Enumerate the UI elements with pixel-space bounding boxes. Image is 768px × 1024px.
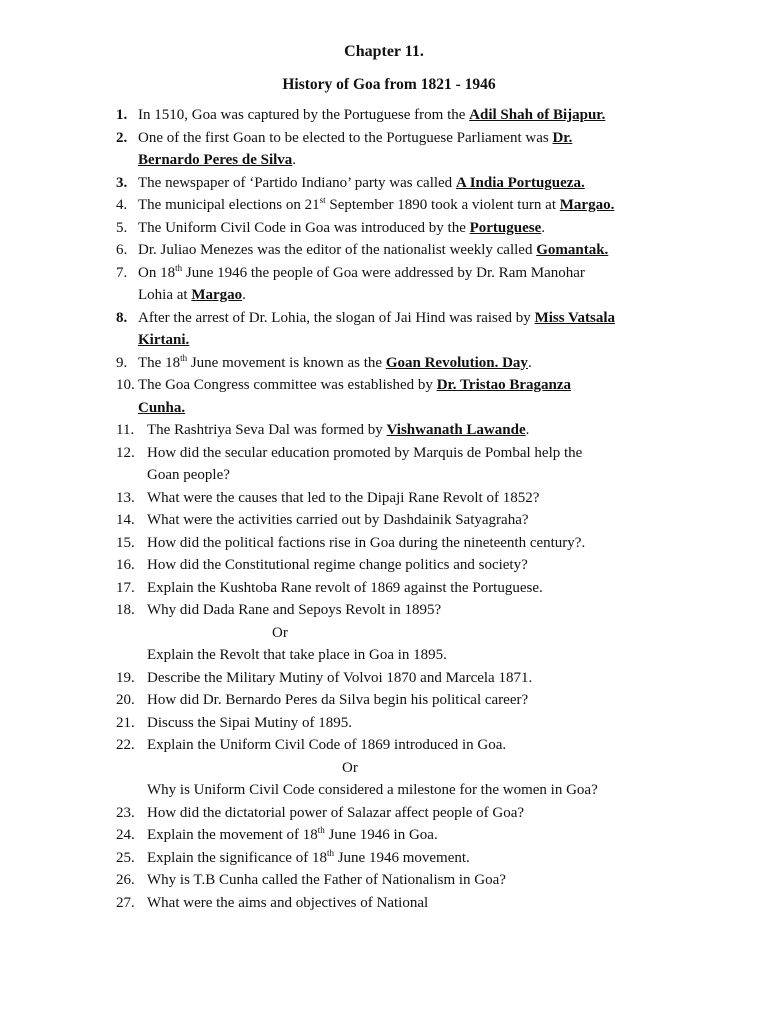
item-text: June 1946 the people of Goa were addressed by Dr. Ram Manohar [182,264,585,281]
item-text: The 18 [138,354,181,371]
superscript: th [180,352,188,363]
item-number: 27. [116,894,135,911]
item-number: 10. [116,377,135,393]
item-text: How did Dr. Bernardo Peres da Silva begin his political career? [147,692,529,708]
item-text: In 1510, Goa was captured by the Portuguese from the [138,107,470,123]
superscript: th [175,262,183,273]
list-item [116,847,686,870]
item-number: 8. [116,309,128,326]
item-number: 5. [116,219,128,236]
list-item [116,262,686,307]
item-text: Dr. Juliao Menezes was the editor of the nationalist weekly called [138,242,537,258]
answer-text: Dr. Tristao Braganza [436,377,571,393]
list-item [116,824,686,847]
superscript: th [317,825,325,835]
answer-text: Margao. [559,197,615,213]
list-item [116,419,686,442]
question-list [116,104,686,914]
item-number: 4. [116,197,128,213]
answer-text: Goan Revolution. Day [385,354,528,371]
item-number: 19. [116,669,135,686]
item-number: 23. [116,804,135,821]
answer-text: Gomantak. [536,242,609,258]
list-item [116,307,686,352]
item-number: 21. [116,714,135,731]
list-item [116,869,686,892]
item-text: Lohia at [138,287,192,303]
list-item [116,802,686,825]
list-item [116,104,686,127]
item-text: After the arrest of Dr. Lohia, the slogan of Jai Hind was raised by [138,309,535,326]
page-title: History of Goa from 1821 - 1946 [282,76,496,93]
item-number: 26. [116,872,135,888]
list-item [116,599,686,667]
superscript: th [326,847,334,858]
item-text: Explain the significance of 18 [147,849,327,866]
list-item [116,172,686,195]
list-item [116,689,686,712]
answer-text: Portuguese [469,219,542,236]
list-item [116,532,686,555]
list-item [116,127,686,172]
item-text: How did the Constitutional regime change politics and society? [147,557,528,573]
item-text: Goan people? [147,467,230,483]
item-text: Why is T.B Cunha called the Father of Nationalism in Goa? [147,872,506,888]
list-item [116,892,686,915]
item-text: The Uniform Civil Code in Goa was introduced by the [138,219,470,236]
answer-text: Bernardo Peres de Silva [138,152,293,168]
list-item [116,554,686,577]
item-text: . [527,354,532,371]
item-number: 20. [116,692,135,708]
item-text: Explain the Uniform Civil Code of 1869 introduced in Goa. [147,737,507,753]
item-text: . [242,287,246,303]
item-number: 9. [116,354,128,371]
item-number: 12. [116,444,135,461]
list-item [116,239,686,262]
item-text: Explain the Kushtoba Rane revolt of 1869 against the Portuguese. [147,579,543,596]
item-text: One of the first Goan to be elected to the Portuguese Parliament was [138,129,553,146]
item-number: 25. [116,849,135,866]
item-text: September 1890 took a violent turn at [325,197,560,213]
item-text: . [525,422,530,438]
item-text: Explain the movement of 18 [147,827,318,843]
answer-text: Margao [191,287,243,303]
answer-text: Miss Vatsala [534,309,615,326]
item-text: June movement is known as the [187,354,386,371]
list-item [116,509,686,532]
item-text: Why is Uniform Civil Code considered a milestone for the women in Goa? [147,782,598,798]
item-number: 15. [116,534,135,551]
item-number: 13. [116,489,135,506]
item-text: Explain the Revolt that take place in Goa in 1895. [147,647,447,663]
item-text: What were the activities carried out by Dashdainik Satyagraha? [147,512,529,528]
item-number: 18. [116,602,135,618]
item-number: 1. [116,107,128,123]
item-text: How did the secular education promoted by Marquis de Pombal help the [147,444,583,461]
or-separator: Or [272,624,288,641]
item-number: 3. [116,174,128,191]
list-item [116,194,686,217]
item-text: Discuss the Sipai Mutiny of 1895. [147,714,352,731]
item-text: June 1946 movement. [333,849,470,866]
item-number: 11. [116,422,135,438]
list-item [116,487,686,510]
item-number: 2. [116,129,128,146]
answer-text: Cunha. [138,399,186,416]
item-text: Describe the Military Mutiny of Volvoi 1870 and Marcela 1871. [147,669,533,686]
item-text: The newspaper of ‘Partido Indiano’ party was called [138,174,456,191]
item-number: 6. [116,242,128,258]
list-item [116,442,686,487]
item-text: What were the causes that led to the Dipaji Rane Revolt of 1852? [147,489,540,506]
answer-text: Dr. [552,129,573,146]
answer-text: Vishwanath Lawande [386,422,526,438]
item-text: Why did Dada Rane and Sepoys Revolt in 1895? [147,602,442,618]
or-separator: Or [342,759,358,776]
item-number: 22. [116,737,135,753]
item-text: How did the political factions rise in Goa during the nineteenth century?. [147,534,586,551]
answer-text: Adil Shah of Bijapur. [469,107,606,123]
item-number: 16. [116,557,135,573]
item-number: 17. [116,579,135,596]
item-text: . [541,219,546,236]
answer-text: Kirtani. [138,332,190,348]
list-item [116,667,686,690]
list-item [116,734,686,802]
answer-text: A India Portugueza. [455,174,585,191]
item-text: The municipal elections on 21 [138,197,320,213]
list-item [116,712,686,735]
list-item [116,217,686,240]
list-item [116,374,686,419]
list-item [116,577,686,600]
chapter-heading: Chapter 11. [344,43,424,60]
item-text: . [292,152,297,168]
item-text: How did the dictatorial power of Salazar affect people of Goa? [147,804,525,821]
superscript: st [319,195,326,205]
item-number: 24. [116,827,135,843]
item-text: The Goa Congress committee was established by [138,377,437,393]
item-text: On 18 [138,264,176,281]
item-number: 7. [116,264,128,281]
item-text: June 1946 in Goa. [324,827,438,843]
item-text: The Rashtriya Seva Dal was formed by [147,422,387,438]
item-text: What were the aims and objectives of National [147,894,429,911]
item-number: 14. [116,512,135,528]
list-item [116,352,686,375]
